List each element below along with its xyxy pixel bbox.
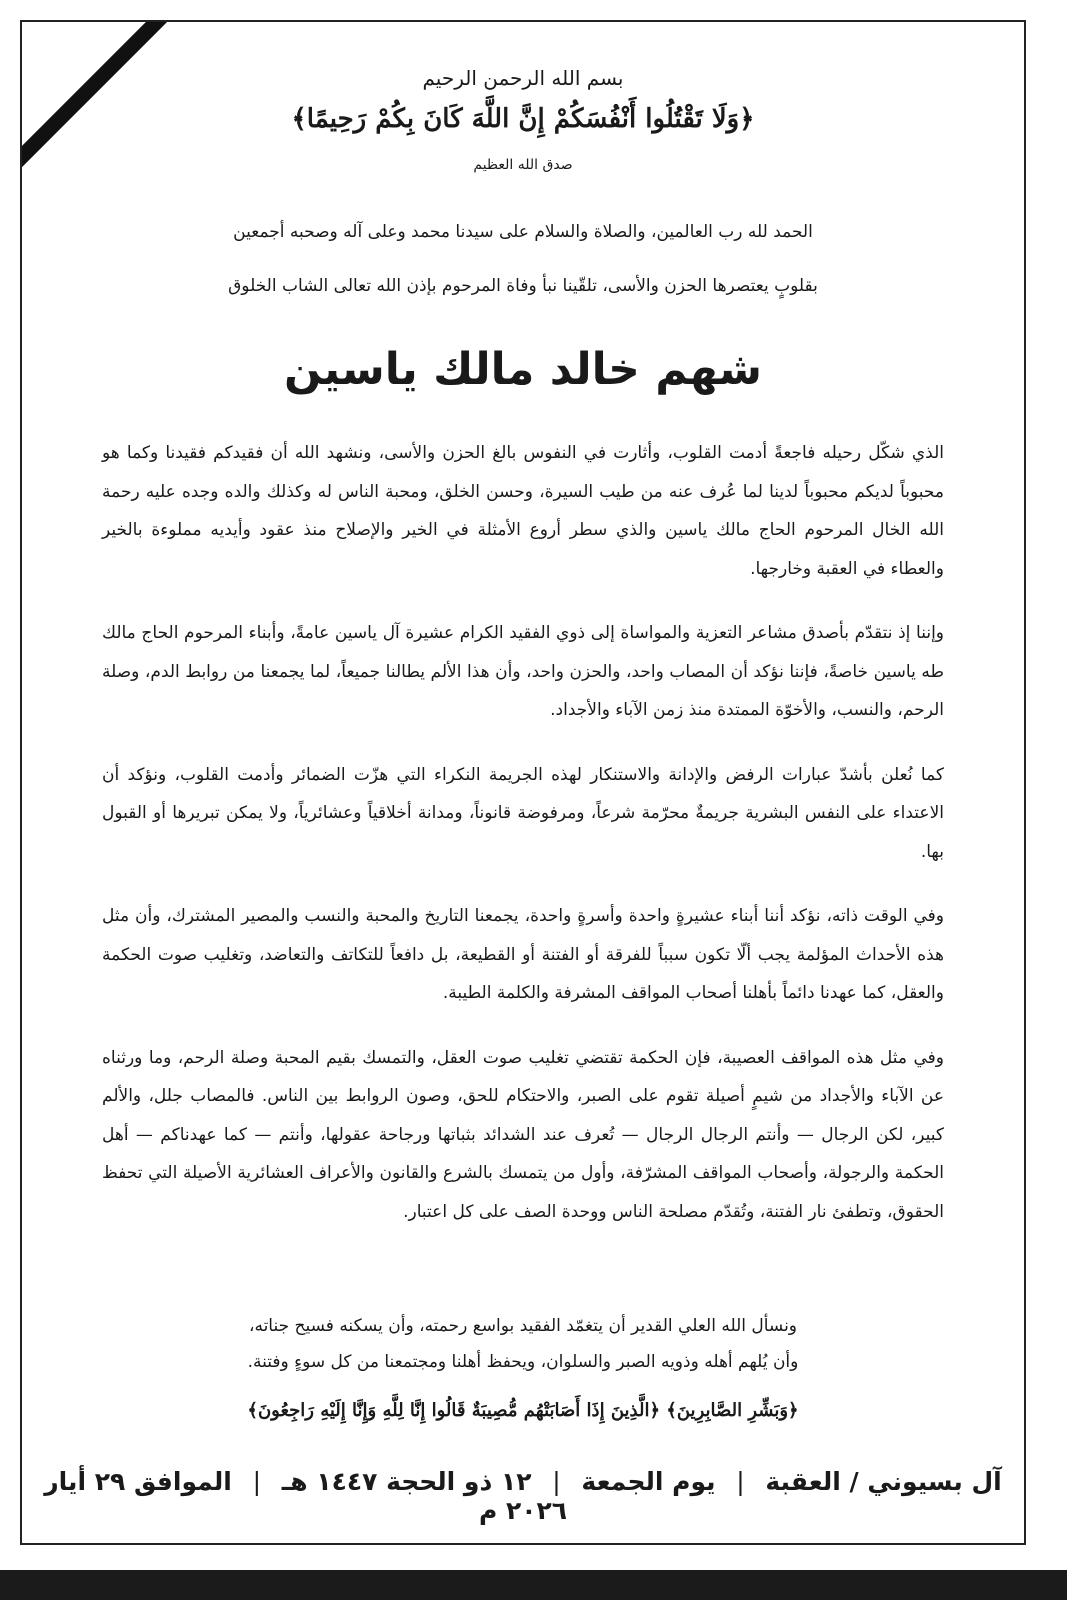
paragraph: كما نُعلن بأشدّ عبارات الرفض والإدانة والاستنكار لهذه الجريمة النكراء التي هزّت الضمائر وأدمت القلوب، ونؤكد أن الاعتداء على النفس البشرية جريمةٌ محرّمة شرعاً، ومرفوضة قانوناً، ومدانة أخلاقياً وعشائرياً، ولا يمكن تبريرها أو القبول بها. [102, 764, 944, 862]
closing-line: ونسأل الله العلي القدير أن يتغمّد الفقيد بواسع رحمته، وأن يسكنه فسيح جناته، [248, 1316, 798, 1336]
paragraph: وإننا إذ نتقدّم بأصدق مشاعر التعزية والمواساة إلى ذوي الفقيد الكرام عشيرة آل ياسين عامةً، وأبناء المرحوم الحاج مالك طه ياسين خاصةً، فإننا نؤكد أن المصاب واحد، والحزن واحد، وأن هذا الألم يطالنا جميعاً، لما يجمعنا من روابط الدم، وصلة الرحم، والنسب، والأخوّة الممتدة منذ زمن الآباء والأجداد. [102, 623, 944, 720]
closing-verse: ﴿وَبَشِّرِ الصَّابِرِينَ﴾ ﴿الَّذِينَ إِذَا أَصَابَتْهُم مُّصِيبَةٌ قَالُوا إِنَّا لِلَّهِ وَإِنَّا إِلَيْهِ رَاجِعُونَ﴾ [247, 1400, 799, 1421]
quran-verse: ﴿وَلَا تَقْتُلُوا أَنْفُسَكُمْ إِنَّ اللَّهَ كَانَ بِكُمْ رَحِيمًا﴾ [291, 104, 755, 134]
paragraph: وفي الوقت ذاته، نؤكد أننا أبناء عشيرةٍ واحدة وأسرةٍ واحدة، يجمعنا التاريخ والمحبة والنسب والمصير المشترك، وأن مثل هذه الأحداث المؤلمة يجب ألّا تكون سبباً للفرقة أو الفتنة أو القطيعة، بل دافعاً للتكاتف والتعاضد، وتغليب صوت الحكمة والعقل، كما عهدنا دائماً بأهلنا أصحاب المواقف المشرفة والكلمة الطيبة. [102, 906, 944, 1003]
praise-line: الحمد لله رب العالمين، والصلاة والسلام على سيدنا محمد وعلى آله وصحبه أجمعين [233, 222, 813, 242]
family-name: آل بسيوني / العقبة [765, 1467, 1002, 1496]
day: يوم الجمعة [581, 1467, 716, 1496]
deceased-name: شهم خالد مالك ياسين [283, 344, 763, 395]
notice-frame [20, 20, 1026, 1545]
notice-content [22, 22, 1024, 1543]
intro-line: بقلوبٍ يعتصرها الحزن والأسى، تلقّينا نبأ وفاة المرحوم بإذن الله تعالى الشاب الخلوق [228, 276, 818, 296]
closing-line: وأن يُلهم أهله وذويه الصبر والسلوان، ويحفظ أهلنا ومجتمعنا من كل سوءٍ وفتنة. [247, 1352, 799, 1372]
body-text [102, 434, 944, 1257]
hijri-date: ١٢ ذو الحجة ١٤٤٧ هـ [281, 1467, 532, 1496]
sadaq-line: صدق الله العظيم [473, 157, 573, 173]
paragraph: وفي مثل هذه المواقف العصيبة، فإن الحكمة تقتضي تغليب صوت العقل، والتمسك بقيم المحبة وصلة الرحم، وما ورثناه عن الآباء والأجداد من شيمٍ أصيلة تقوم على الصبر، والاحتكام للحق، وصون الروابط بين الناس. فالمصاب جلل، والألم كبير، لكن الرجال — وأنتم الرجال الرجال — تُعرف عند الشدائد بثباتها ورجاحة عقولها، وأنتم — كما عهدناكم — أهل الحكمة والرجولة، وأصحاب المواقف المشرّفة، وأول من يتمسك بالشرع والقانون والأعراف العشائرية الأصيلة التي تحفظ الحقوق، وتطفئ نار الفتنة، وتُقدّم مصلحة الناس ووحدة الصف على كل اعتبار. [102, 1047, 944, 1222]
paragraph: الذي شكّل رحيله فاجعةً أدمت القلوب، وأثارت في النفوس بالغ الحزن والأسى، ونشهد الله أن فقيدكم فقيدنا وكما هو محبوباً لديكم محبوباً لدينا لما عُرف عنه من طيب السيرة، وحسن الخلق، ومحبة الناس له وكذلك والده وجده عليه رحمة الله الخال المرحوم الحاج مالك ياسين والذي سطر أروع الأمثلة في الخير والإصلاح منذ عقود وأيديه مملوءة بالخير والعطاء في العقبة وخارجها. [102, 443, 944, 579]
separator: | [252, 1467, 261, 1496]
basmala: بسم الله الرحمن الرحيم [422, 66, 624, 90]
separator: | [552, 1467, 561, 1496]
bottom-bar [0, 1570, 1067, 1600]
footer-signature [22, 1467, 1024, 1525]
gregorian-date: الموافق ٢٩ أيار ٢٠٢٦ م [44, 1467, 568, 1525]
separator: | [736, 1467, 745, 1496]
closing-prayer [22, 1308, 1024, 1380]
